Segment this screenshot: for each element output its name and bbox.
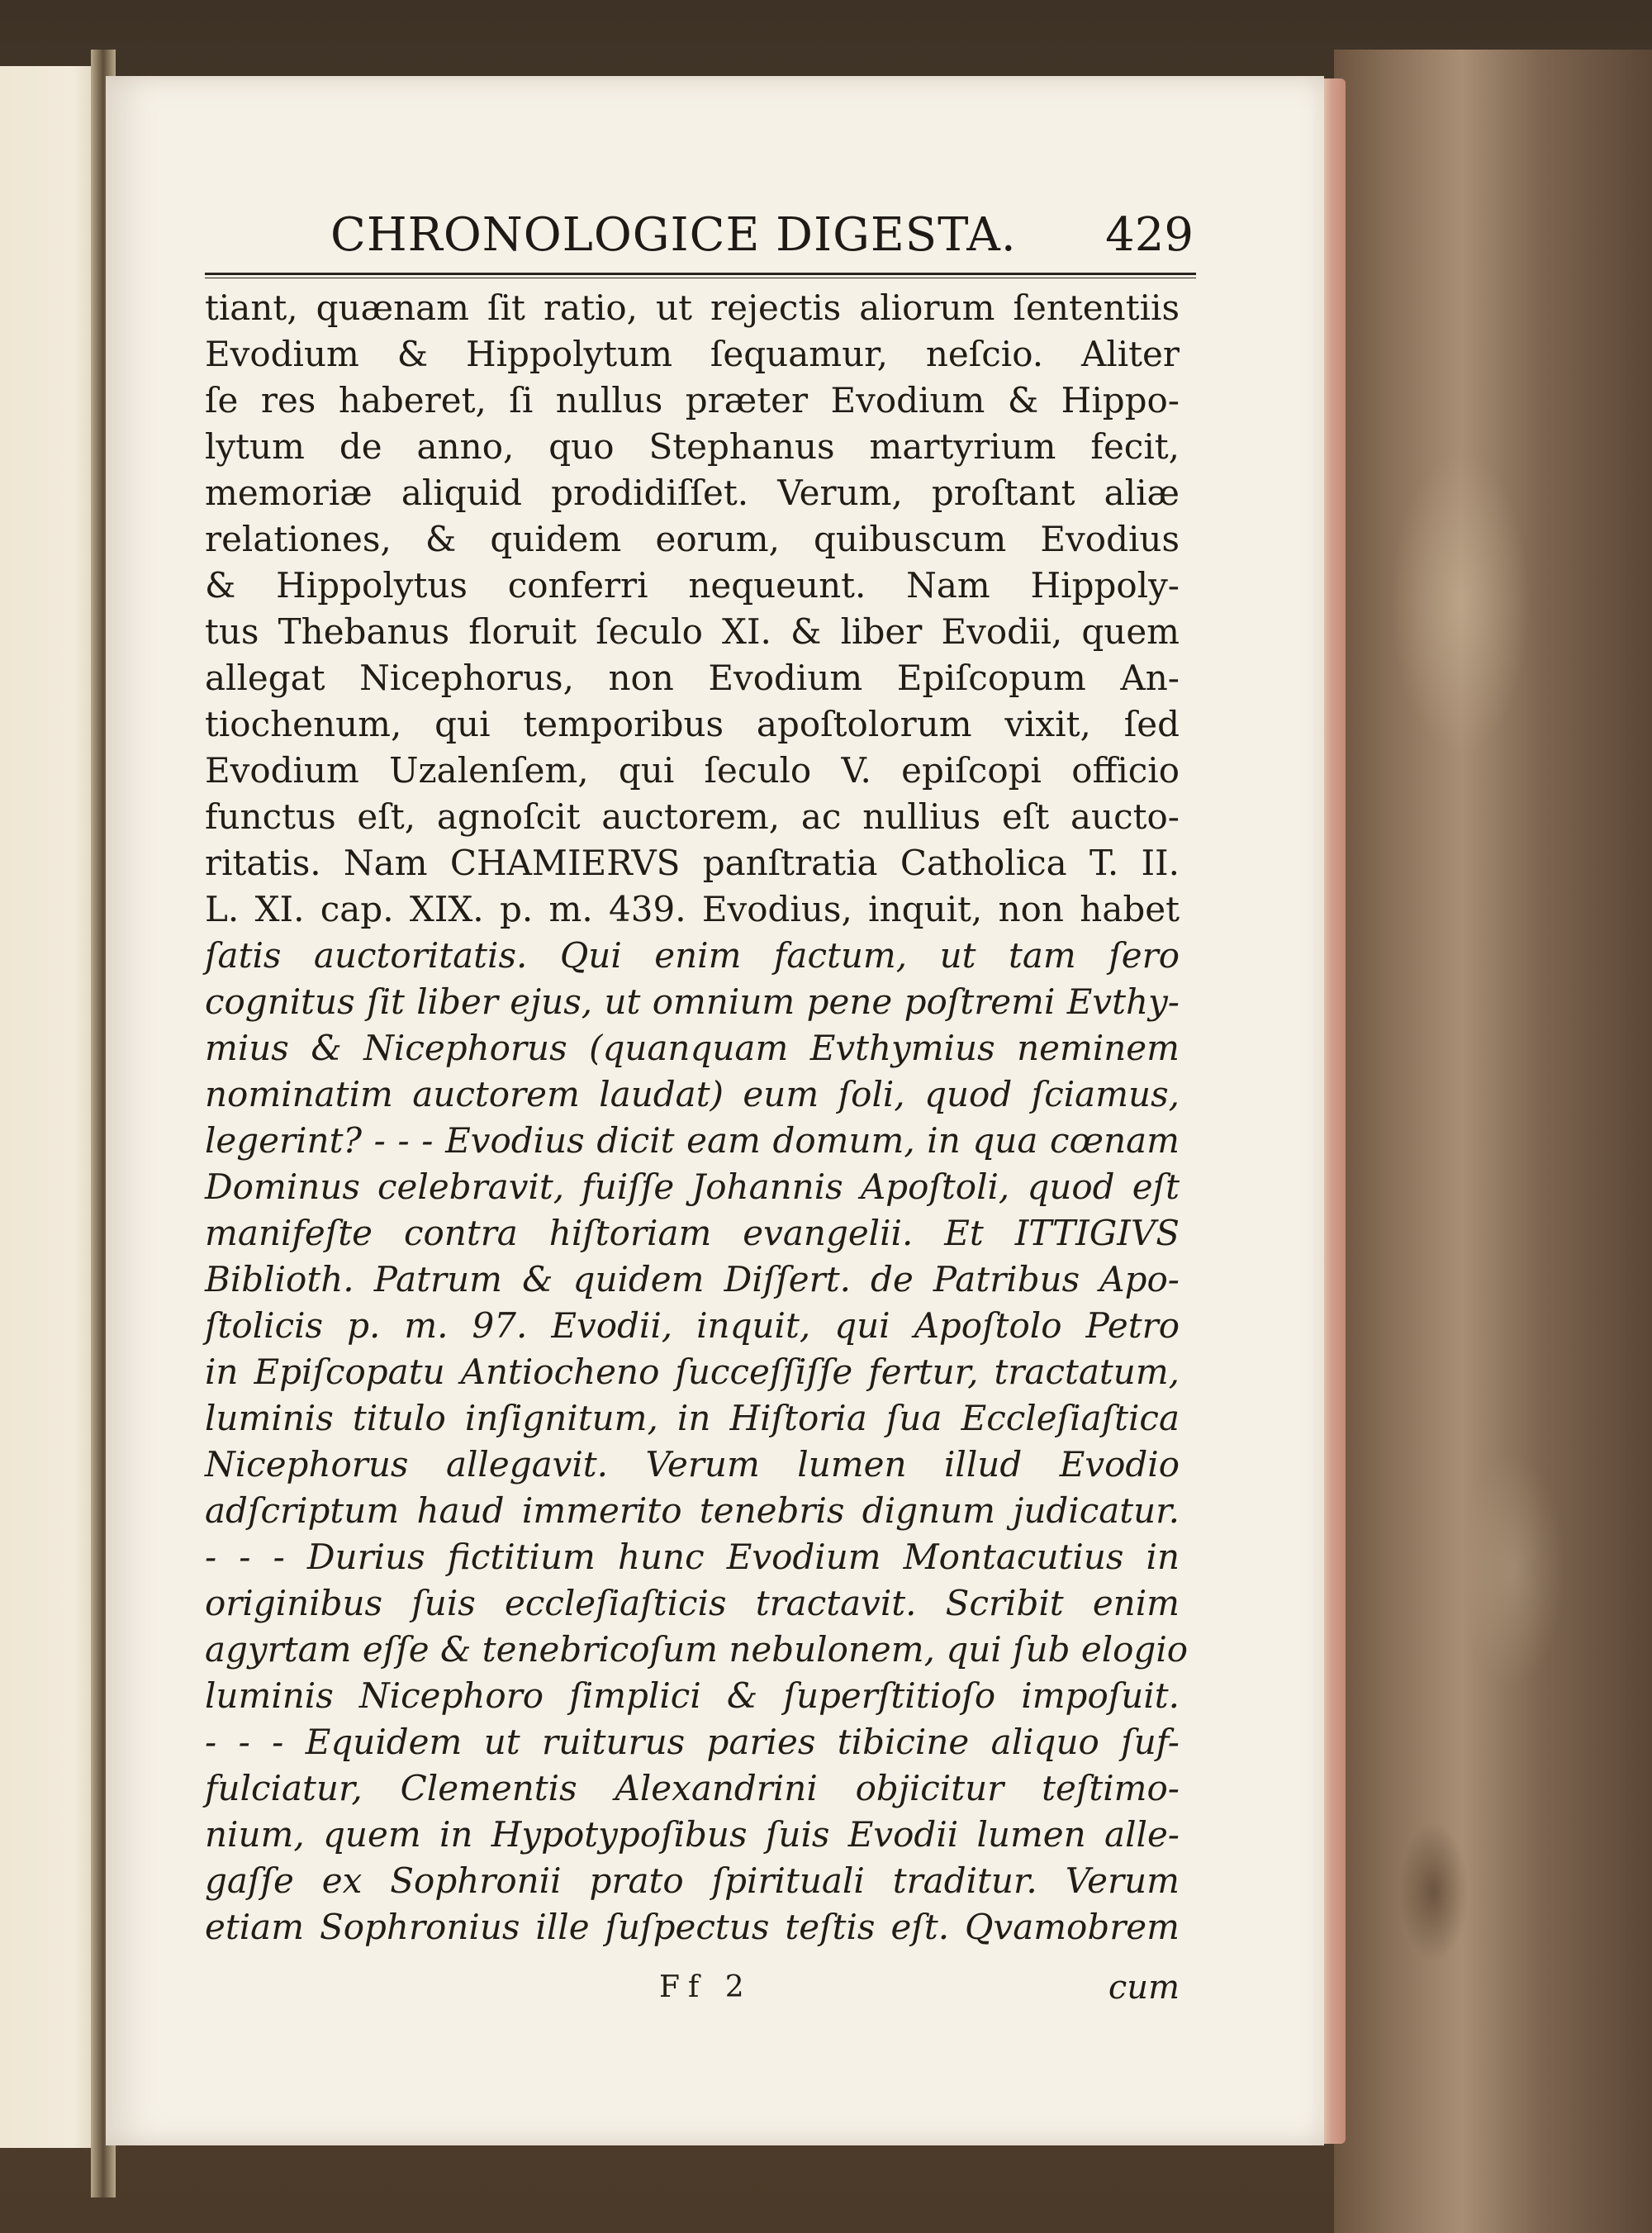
text-line: lytum de anno, quo Stephanus martyrium fecit,: [205, 426, 1180, 467]
text-line: Nicephorus allegavit. Verum lumen illud Evodio: [205, 1444, 1180, 1485]
text-line: gaſſe ex Sophronii prato ſpirituali traditur. Verum: [205, 1860, 1180, 1901]
text-line: etiam Sophronius ille ſuſpectus teſtis eſt. Qvamobrem: [205, 1907, 1180, 1947]
header-rule: [205, 273, 1196, 275]
text-line: Dominus celebravit, fuiſſe Johannis Apoſtoli, quod eſt: [205, 1166, 1180, 1207]
page-header: [330, 202, 1194, 268]
text-line: nium, quem in Hypotypoſibus ſuis Evodii lumen alle-: [205, 1814, 1180, 1855]
text-line: ſatis auctoritatis. Qui enim factum, ut tam ſero: [205, 935, 1180, 976]
text-line: agyrtam eſſe & tenebricoſum nebulonem, qui ſub elogio: [205, 1629, 1189, 1670]
text-line: adſcriptum haud immerito tenebris dignum judicatur.: [205, 1490, 1180, 1531]
text-line: ſtolicis p. m. 97. Evodii, inquit, qui Apoſtolo Petro: [205, 1305, 1180, 1346]
text-line: cognitus ſit liber ejus, ut omnium pene poſtremi Evthy-: [205, 981, 1180, 1022]
text-line: manifeſte contra hiſtoriam evangelii. Et ITTIGIVS: [205, 1213, 1180, 1253]
text-line: fulciatur, Clementis Alexandrini objicitur teſtimo-: [205, 1768, 1180, 1808]
text-line: luminis Nicephoro ſimplici & ſuperſtitioſo impoſuit.: [205, 1675, 1180, 1716]
text-line: functus eſt, agnoſcit auctorem, ac nullius eſt aucto-: [205, 796, 1180, 837]
text-line: legerint? - - - Evodius dicit eam domum, in qua cœnam: [205, 1120, 1180, 1161]
text-line: nominatim auctorem laudat) eum ſoli, quod ſciamus,: [205, 1074, 1180, 1114]
signature-mark: Ff 2: [659, 1970, 752, 2004]
running-head: CHRONOLOGICE DIGESTA.: [330, 208, 1017, 262]
text-line: tiant, quænam ſit ratio, ut rejectis aliorum ſententiis: [205, 287, 1180, 328]
text-line: - - - Equidem ut ruiturus paries tibicine aliquo ſuf-: [205, 1722, 1180, 1762]
text-line: originibus ſuis eccleſiaſticis tractavit. Scribit enim: [205, 1583, 1180, 1623]
cover-texture: [1355, 66, 1619, 2214]
text-line: luminis titulo inſignitum, in Hiſtoria ſua Eccleſiaſtica: [205, 1398, 1180, 1438]
text-line: memoriæ aliquid prodidiſſet. Verum, proſtant aliæ: [205, 473, 1180, 513]
text-line: Evodium & Hippolytum ſequamur, neſcio. Aliter: [205, 334, 1180, 374]
text-line: Evodium Uzalenſem, qui ſeculo V. epiſcopi officio: [205, 750, 1180, 791]
text-line: L. XI. cap. XIX. p. m. 439. Evodius, inquit, non habet: [205, 889, 1180, 929]
text-line: allegat Nicephorus, non Evodium Epiſcopum An-: [205, 658, 1180, 698]
text-line: in Epiſcopatu Antiocheno ſucceſſiſſe fertur, tractatum,: [205, 1352, 1180, 1392]
page-number: 429: [1105, 208, 1194, 262]
text-line: relationes, & quidem eorum, quibuscum Evodius: [205, 519, 1180, 559]
text-line: tus Thebanus floruit ſeculo XI. & liber Evodii, quem: [205, 611, 1180, 652]
body-text: [205, 285, 1189, 1950]
text-line: Biblioth. Patrum & quidem Diſſert. de Patribus Apo-: [205, 1259, 1180, 1299]
text-line: & Hippolytus conferri nequeunt. Nam Hippoly-: [205, 565, 1180, 606]
text-line: ſe res haberet, ſi nullus præter Evodium & Hippo-: [205, 380, 1180, 420]
catchword: cum: [1108, 1969, 1180, 2007]
text-line: tiochenum, qui temporibus apoſtolorum vixit, ſed: [205, 704, 1180, 744]
text-line: mius & Nicephorus (quanquam Evthymius neminem: [205, 1028, 1180, 1068]
page-footer: [205, 1965, 1180, 2011]
text-line: ritatis. Nam CHAMIERVS panſtratia Catholica T. II.: [205, 843, 1180, 883]
text-line: - - - Durius fictitium hunc Evodium Montacutius in: [205, 1537, 1180, 1577]
facing-page-edge: [0, 66, 106, 2148]
